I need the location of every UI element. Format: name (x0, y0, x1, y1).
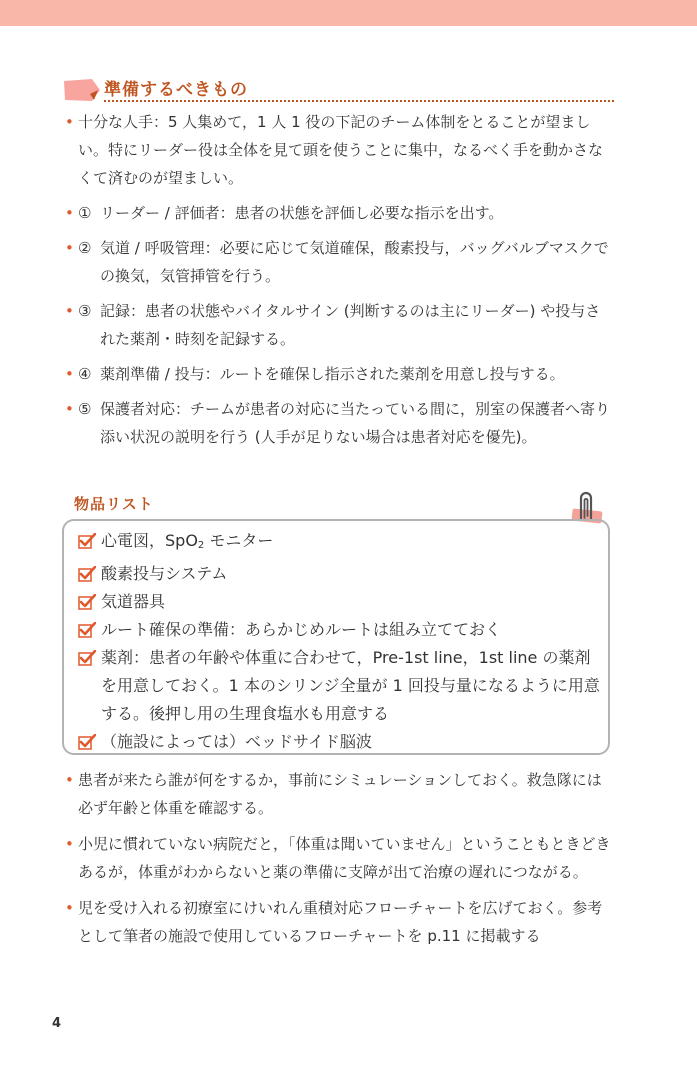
list-item (62, 234, 614, 290)
list-item (62, 395, 614, 451)
item-text-post: モニター (204, 531, 274, 550)
checkbox-checked-icon (78, 734, 96, 750)
bullet-mark: • (65, 302, 74, 320)
bullet-mark: • (65, 835, 74, 853)
checkbox-checked-icon (78, 650, 96, 666)
checklist-item (78, 644, 602, 728)
list-item (62, 199, 614, 227)
role-number: ⑤ (78, 400, 92, 418)
bullet-mark: • (65, 239, 74, 257)
item-text: 気道 / 呼吸管理：必要に応じて気道確保，酸素投与，バッグバルブマスクでの換気，気管挿管を行う。 (100, 239, 609, 285)
pencil-tag-icon (62, 78, 102, 102)
checkbox-checked-icon (78, 533, 96, 549)
checklist-item (78, 728, 602, 756)
item-text: 児を受け入れる初療室にけいれん重積対応フローチャートを広げておく。参考として筆者の施設で使用しているフローチャートを p.11 に掲載する (78, 899, 603, 945)
role-number: ③ (78, 302, 92, 320)
bullet-mark: • (65, 113, 74, 131)
items-checklist (78, 527, 602, 756)
bullet-mark: • (65, 899, 74, 917)
item-text: 十分な人手：5 人集めて，1 人 1 役の下記のチーム体制をとることが望ましい。特にリーダー役は全体を見て頭を使うことに集中，なるべく手を動かさなくて済むのが望ましい。 (78, 113, 604, 187)
page-number: 4 (52, 1016, 62, 1031)
item-text: ルート確保の準備：あらかじめルートは組み立てておく (101, 620, 502, 639)
checkbox-checked-icon (78, 594, 96, 610)
role-number: ① (78, 204, 92, 222)
checkbox-checked-icon (78, 566, 96, 582)
list-item (62, 360, 614, 388)
checkbox-checked-icon (78, 622, 96, 638)
section-header (62, 72, 614, 104)
item-text: 小児に慣れていない病院だと，「体重は聞いていません」ということもときどきあるが，体重がわからないと薬の準備に支障が出て治療の遅れにつながる。 (78, 835, 611, 881)
list-item (62, 766, 614, 822)
section-title: 準備するべきもの (104, 80, 248, 100)
item-text: （施設によっては）ベッドサイド脳波 (101, 732, 372, 751)
top-color-band (0, 0, 697, 26)
item-text: 酸素投与システム (101, 564, 228, 583)
bullet-mark: • (65, 771, 74, 789)
notes-list (62, 766, 614, 958)
bullet-mark: • (65, 204, 74, 222)
dotted-underline (104, 100, 614, 102)
role-number: ④ (78, 365, 92, 383)
checklist-item (78, 588, 602, 616)
items-list-label: 物品リスト (74, 495, 154, 513)
item-text-pre: 心電図，SpO (101, 531, 198, 550)
item-text: 薬剤：患者の年齢や体重に合わせて，Pre-1st line，1st line の薬剤を用意しておく。1 本のシリンジ全量が 1 回投与量になるように用意する。後押し用の生理食塩水も用意する (101, 648, 600, 723)
preparation-list (62, 108, 614, 458)
subscript-2: 2 (197, 540, 205, 551)
item-text: 記録：患者の状態やバイタルサイン (判断するのは主にリーダー) や投与された薬剤・時刻を記録する。 (100, 302, 601, 348)
item-text: 保護者対応：チームが患者の対応に当たっている間に，別室の保護者へ寄り添い状況の説明を行う (人手が足りない場合は患者対応を優先)。 (100, 400, 611, 446)
list-item (62, 830, 614, 886)
item-text: 患者が来たら誰が何をするか，事前にシミュレーションしておく。救急隊には必ず年齢と体重を確認する。 (78, 771, 602, 817)
item-text: 薬剤準備 / 投与：ルートを確保し指示された薬剤を用意し投与する。 (100, 365, 565, 383)
item-text: リーダー / 評価者：患者の状態を評価し必要な指示を出す。 (100, 204, 504, 222)
list-item (62, 297, 614, 353)
role-number: ② (78, 239, 92, 257)
item-text: 気道器具 (101, 592, 166, 611)
bullet-mark: • (65, 400, 74, 418)
bullet-mark: • (65, 365, 74, 383)
checklist-item (78, 560, 602, 588)
list-item (62, 108, 614, 192)
checklist-item (78, 527, 602, 560)
list-item (62, 894, 614, 950)
checklist-item (78, 616, 602, 644)
